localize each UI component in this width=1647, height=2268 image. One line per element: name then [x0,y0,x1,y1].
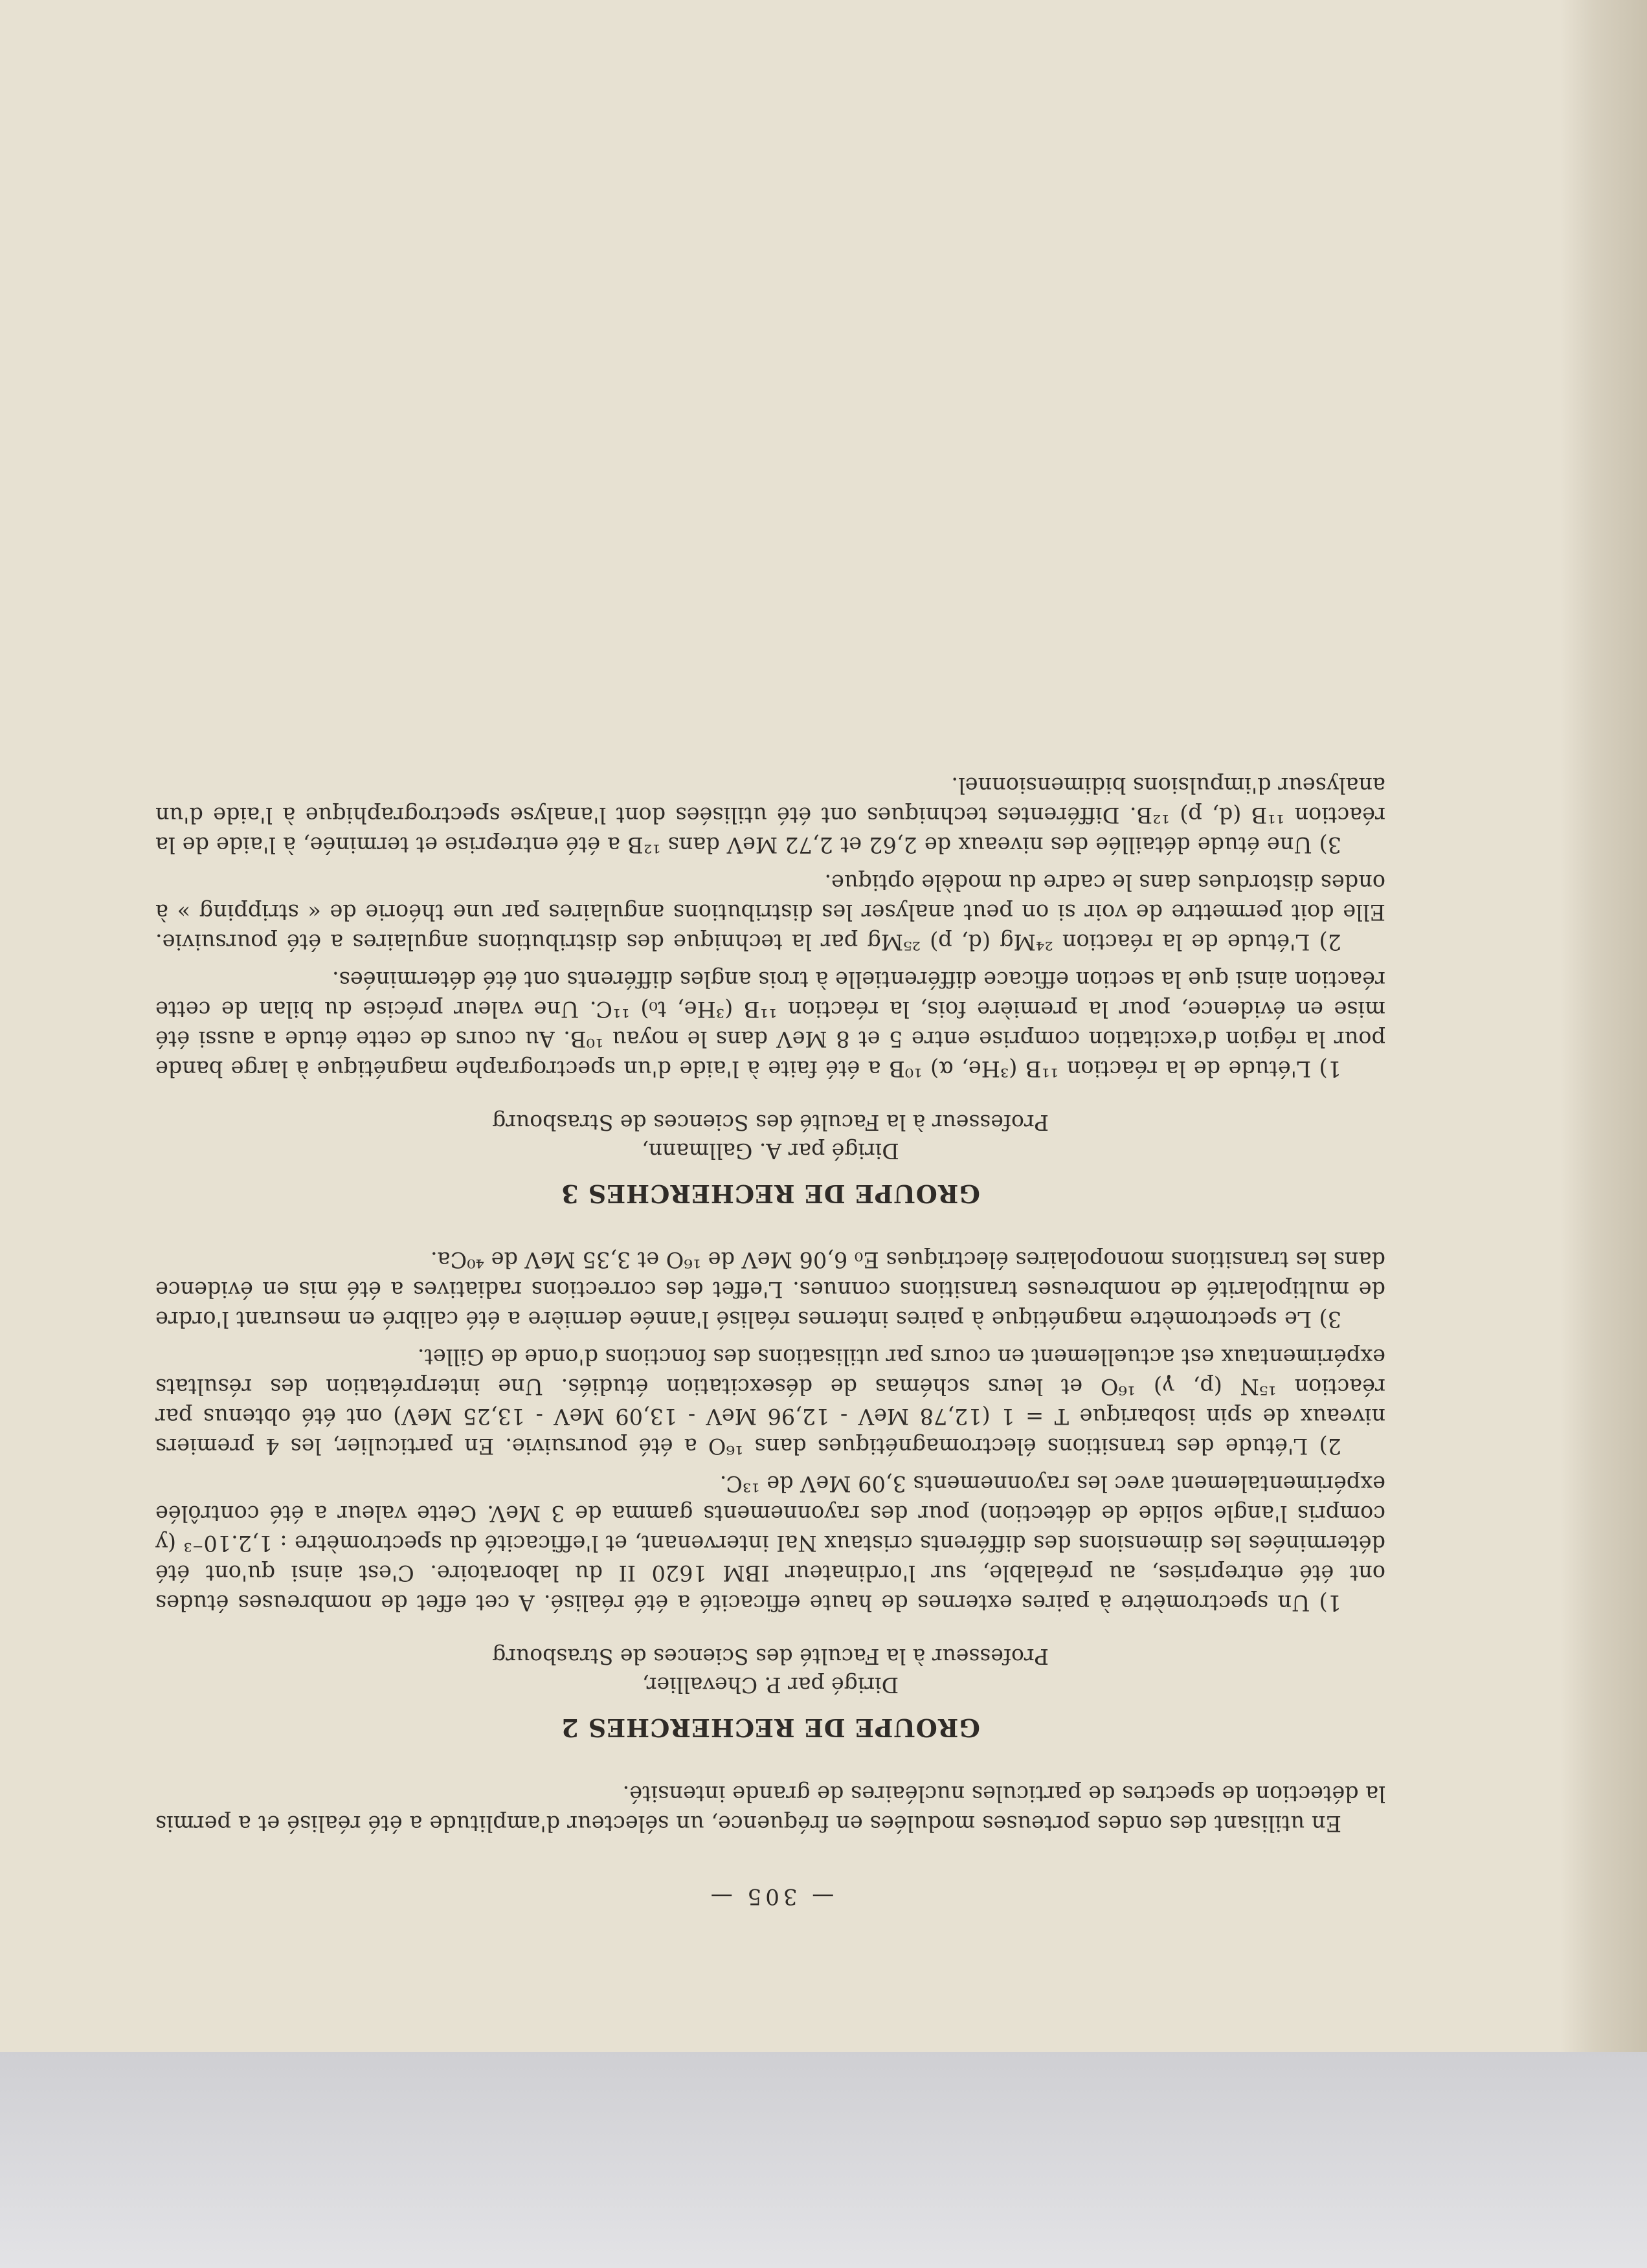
group2-item-1: 1) Un spectromètre à paires externes de haute efficacité a été réalisé. A cet effet de nombreuses études ont été entreprises, au préalable, sur l'ordinateur IBM 1620 II du laboratoire. C'est ainsi qu'ont été déterminées les dimensions des différents cristaux NaI intervenant, et l'efficacité du spectromètre : 1,2.10⁻³ (y compris l'angle solide de détection) pour des rayonnements gamma de 3 MeV. Cette valeur a été contrôlée expérimentalement avec les rayonnements 3,09 MeV de ¹³C. [155,1471,1385,1616]
group2-item-2: 2) L'étude des transitions électromagnétiques dans ¹⁶O a été poursuivie. En particulier, les 4 premiers niveaux de spin isobarique T = 1 (12,78 MeV - 12,96 MeV - 13,09 MeV - 13,25 MeV) ont été obtenus par réaction ¹⁵N (p, γ) ¹⁶O et leurs schémas de désexcitation étudiés. Une interprétation des résultats expérimentaux est actuellement en cours par utilisations des fonctions d'onde de Gillet. [155,1344,1385,1459]
intro-paragraph: En utilisant des ondes porteuses modulées en fréquence, un sélecteur d'amplitude a été réalisé et a permis la détection de spectres de particules nucléaires de grande intensité. [155,1781,1385,1836]
group3-title: GROUPE DE RECHERCHES 3 [561,1179,980,1208]
page-gutter [1560,0,1647,2052]
group3-item-3: 3) Une étude détaillée des niveaux de 2,62 et 2,72 MeV dans ¹²B a été entreprise et terminée, à l'aide de la réaction ¹¹B (d, p) ¹²B. Différentes techniques ont été utilisées dont l'analyse spectrographique à l'aide d'un analyseur d'impulsions bidimensionnel. [155,773,1385,858]
scanner-background [0,2052,1647,2268]
page-number: — 305 — [706,1884,835,1909]
group3-item-2: 2) L'étude de la réaction ²⁴Mg (d, p) ²⁵Mg par la technique des distributions angulaires a été poursuivie. Elle doit permettre de voir si on peut analyser les distributions angulaires par une théorie de « stripping » à ondes distordues dans le cadre du modèle optique. [155,870,1385,955]
group2-title: GROUPE DE RECHERCHES 2 [561,1713,980,1742]
group2-item-3: 3) Le spectromètre magnétique à paires internes réalisé l'année dernière a été calibré en mesurant l'ordre de multipolarité de nombreuses transitions connues. L'effet des corrections radiatives a été mis en évidence dans les transitions monopolaires électriques E₀ 6,06 MeV de ¹⁶O et 3,35 MeV de ⁴⁰Ca. [155,1247,1385,1332]
group3-director: Dirigé par A. Gallmann, [642,1139,899,1164]
group2-affiliation: Professeur à la Faculté des Sciences de Strasbourg [492,1644,1049,1669]
group3-item-1: 1) L'étude de la réaction ¹¹B (³He, α) ¹⁰B a été faite à l'aide d'un spectrographe magnétique à large bande pour la région d'excitation comprise entre 5 et 8 MeV dans le noyau ¹⁰B. Au cours de cette étude a aussi été mise en évidence, pour la première fois, la réaction ¹¹B (³He, t₀) ¹¹C. Une valeur précise du bilan de cette réaction ainsi que la section efficace différentielle à trois angles différents ont été déterminées. [155,967,1385,1082]
group2-director: Dirigé par P. Chevallier, [642,1673,899,1698]
group3-affiliation: Professeur à la Faculté des Sciences de Strasbourg [492,1110,1049,1135]
page-content-rotated [155,214,1385,1909]
